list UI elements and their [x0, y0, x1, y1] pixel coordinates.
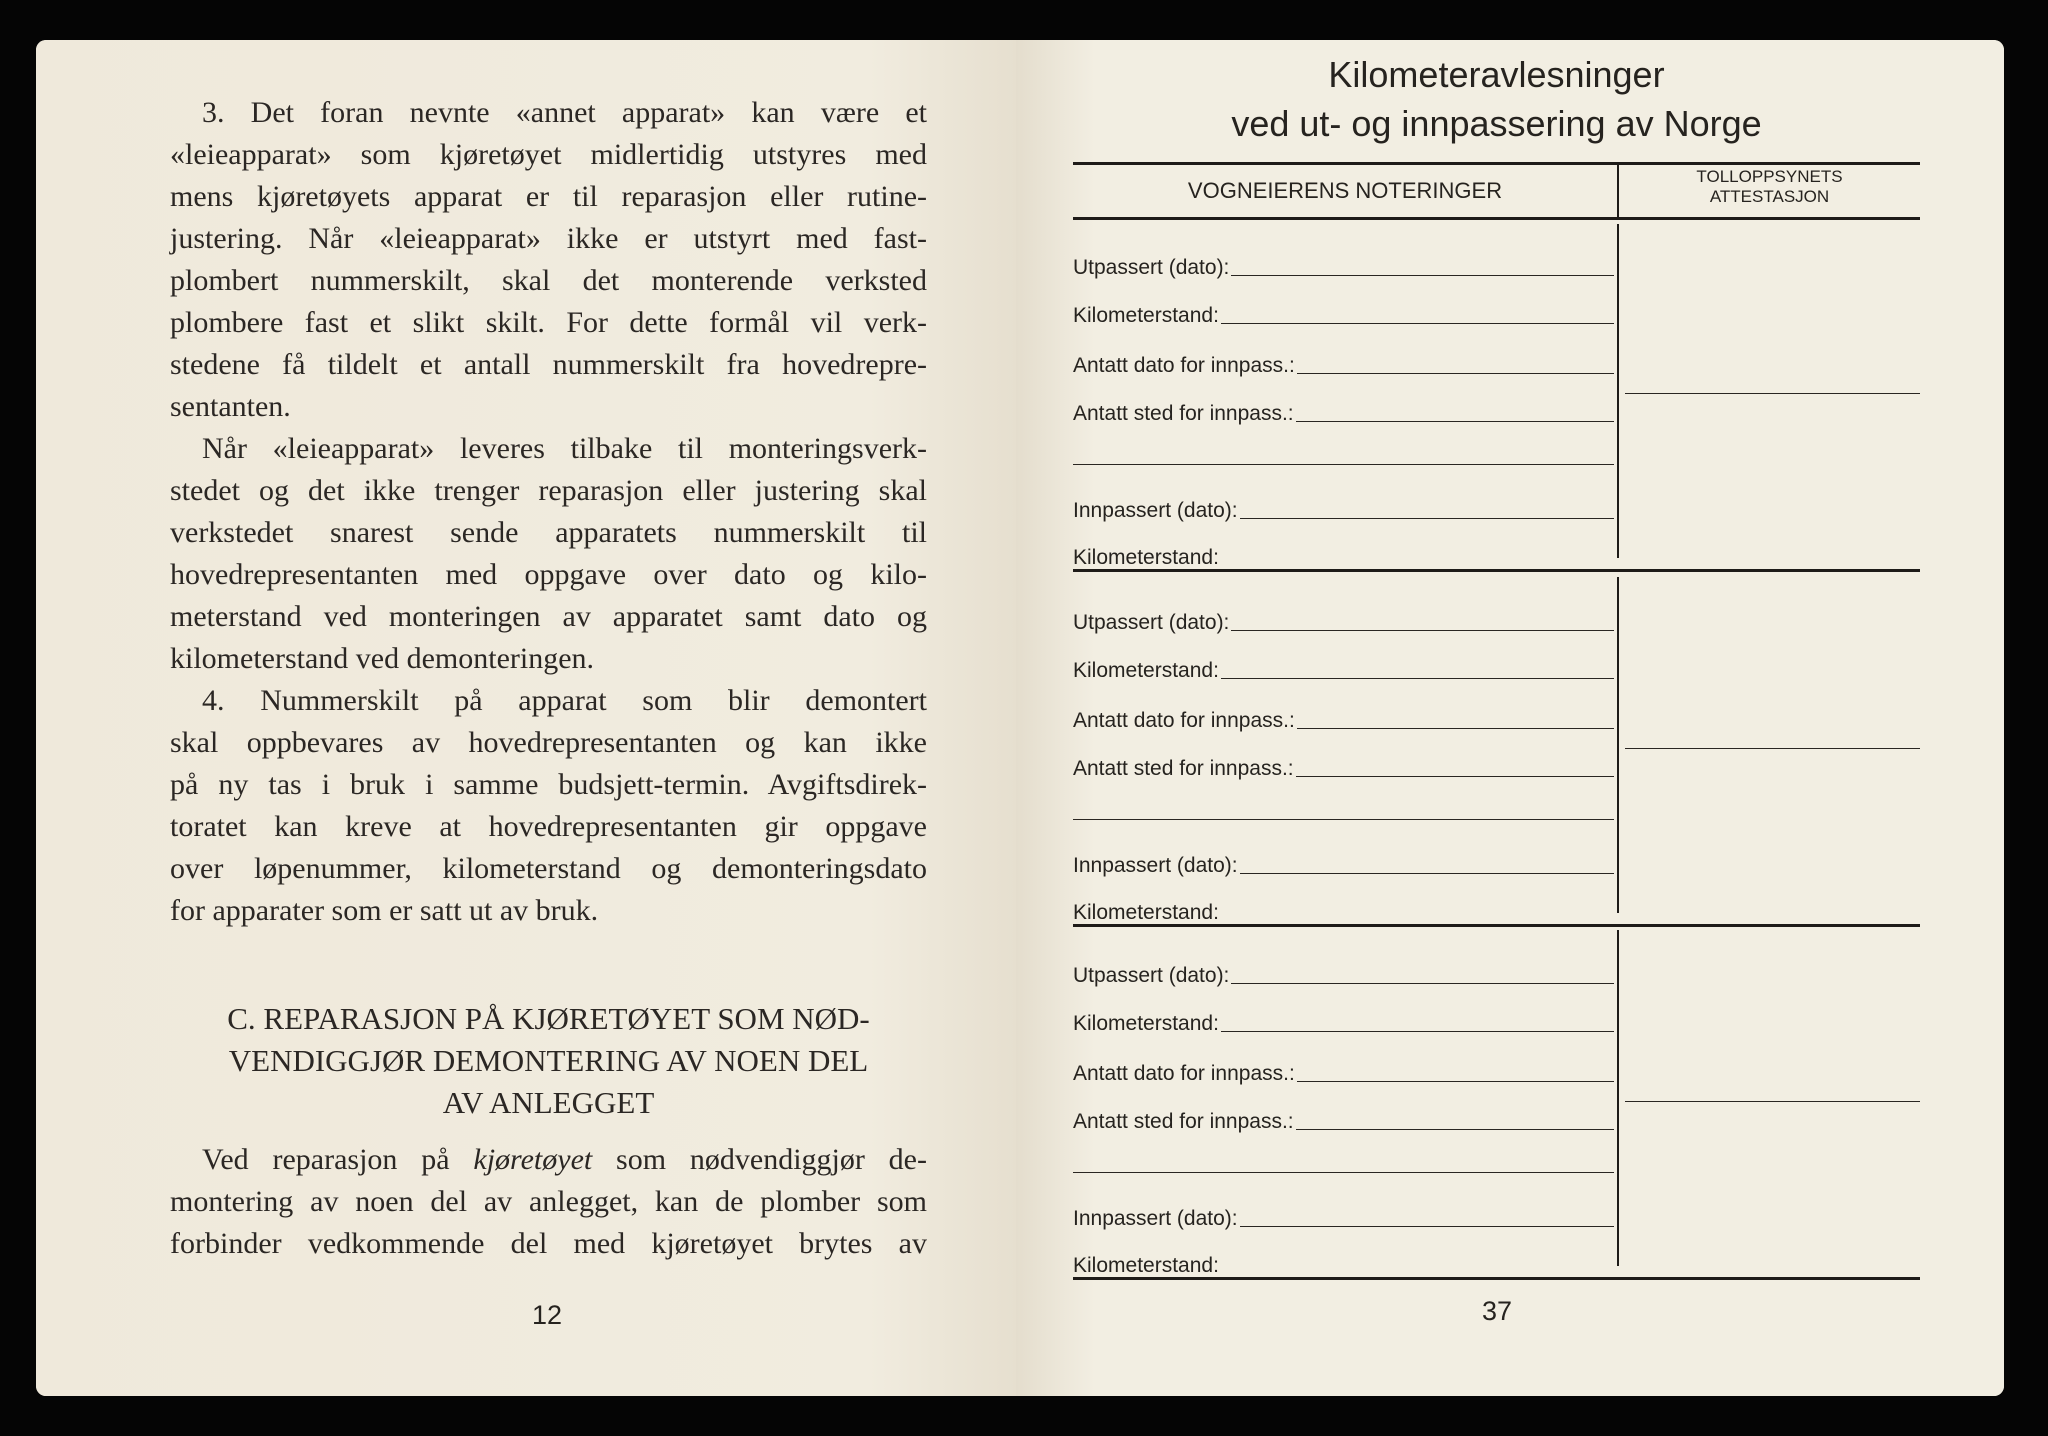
field-label: Utpassert (dato): — [1073, 256, 1230, 279]
field-label: Utpassert (dato): — [1073, 611, 1230, 634]
field-label: Innpassert (dato): — [1073, 854, 1238, 877]
field-label: Kilometerstand: — [1073, 1012, 1219, 1035]
section-c-text — [170, 1139, 927, 1265]
column-divider — [1617, 224, 1619, 558]
field-input-line[interactable] — [1240, 873, 1614, 874]
heading-line: VENDIGGJØR DEMONTERING AV NOEN DEL — [228, 1043, 869, 1078]
text-line: stedene få tildelt et antall nummerskilt fra hovedrepre- — [170, 348, 927, 381]
form-field[interactable] — [1073, 540, 1614, 570]
form-field[interactable] — [1073, 1056, 1614, 1086]
text-line: hovedrepresentanten med oppgave over dato og kilo- — [170, 558, 927, 591]
field-label: Antatt dato for innpass.: — [1073, 354, 1295, 377]
field-label: Antatt sted for innpass.: — [1073, 1110, 1294, 1133]
form-field[interactable] — [1073, 493, 1614, 523]
text-line: justering. Når «leieapparat» ikke er utstyrt med fast- — [170, 222, 927, 255]
section-bottom-rule — [1073, 1277, 1920, 1280]
field-input-line[interactable] — [1231, 983, 1614, 984]
text-line — [170, 1139, 927, 1181]
form-field[interactable] — [1073, 703, 1614, 733]
field-input-line[interactable] — [1296, 776, 1614, 777]
text-span: som nødvendiggjør de- — [592, 1143, 927, 1176]
header-line: TOLLOPPSYNETS — [1696, 167, 1843, 186]
form-field[interactable] — [1073, 848, 1614, 878]
field-label: Innpassert (dato): — [1073, 499, 1238, 522]
field-label: Antatt sted for innpass.: — [1073, 402, 1294, 425]
text-line: kilometerstand ved demonteringen. — [170, 642, 595, 675]
heading-line: C. REPARASJON PÅ KJØRETØYET SOM NØD- — [227, 1001, 870, 1036]
field-label: Kilometerstand: — [1073, 546, 1219, 569]
column-divider — [1617, 577, 1619, 913]
field-input-line[interactable] — [1240, 518, 1614, 519]
attestation-signature-line[interactable] — [1625, 393, 1920, 394]
form-title — [1073, 50, 1920, 148]
header-owner-notes: VOGNEIERENS NOTERINGER — [1187, 178, 1503, 203]
title-line: ved ut- og innpassering av Norge — [1231, 103, 1762, 144]
text-line: 3. Det foran nevnte «annet apparat» kan være et — [202, 96, 927, 129]
text-line: meterstand ved monteringen av apparatet samt dato og — [170, 600, 927, 633]
heading-line: AV ANLEGGET — [442, 1085, 655, 1120]
text-line: Når «leieapparat» leveres tilbake til monteringsverk- — [202, 432, 927, 465]
text-line: på ny tas i bruk i samme budsjett-termin. Avgiftsdirek- — [170, 768, 927, 801]
text-line: stedet og det ikke trenger reparasjon eller justering skal — [170, 474, 927, 507]
attestation-signature-line[interactable] — [1625, 1101, 1920, 1102]
field-input-line[interactable] — [1221, 1031, 1614, 1032]
text-line: «leieapparat» som kjøretøyet midlertidig utstyres med — [170, 138, 927, 171]
field-input-line[interactable] — [1221, 678, 1614, 679]
field-input-line[interactable] — [1297, 728, 1614, 729]
extra-input-line[interactable] — [1073, 819, 1614, 820]
form-field[interactable] — [1073, 1006, 1614, 1036]
body-text — [170, 92, 927, 932]
form-field[interactable] — [1073, 605, 1614, 635]
form-field[interactable] — [1073, 1104, 1614, 1134]
field-label: Kilometerstand: — [1073, 901, 1219, 924]
field-label: Innpassert (dato): — [1073, 1207, 1238, 1230]
page-number-left: 12 — [532, 1300, 563, 1330]
field-label: Utpassert (dato): — [1073, 964, 1230, 987]
page-number-right: 37 — [1482, 1296, 1513, 1326]
column-divider — [1617, 930, 1619, 1266]
text-line: plombert nummerskilt, skal det monterende verksted — [170, 264, 927, 297]
text-line: mens kjøretøyets apparat er til reparasjon eller rutine- — [170, 180, 927, 213]
text-line: for apparater som er satt ut av bruk. — [170, 894, 599, 927]
field-input-line[interactable] — [1297, 1081, 1614, 1082]
section-c-heading — [170, 998, 927, 1124]
header-bottom-rule — [1073, 217, 1920, 220]
text-line: plombere fast et slikt skilt. For dette formål vil verk- — [170, 306, 927, 339]
extra-input-line[interactable] — [1073, 1172, 1614, 1173]
italic-word: kjøretøyet — [473, 1143, 593, 1176]
field-label: Antatt dato for innpass.: — [1073, 1062, 1295, 1085]
text-line: verkstedet snarest sende apparatets nummerskilt til — [170, 516, 927, 549]
form-field[interactable] — [1073, 1201, 1614, 1231]
form-field[interactable] — [1073, 958, 1614, 988]
field-label: Kilometerstand: — [1073, 1254, 1219, 1277]
text-line: toratet kan kreve at hovedrepresentanten gir oppgave — [170, 810, 927, 843]
field-label: Antatt sted for innpass.: — [1073, 757, 1294, 780]
text-line: sentanten. — [170, 390, 291, 423]
field-label: Kilometerstand: — [1073, 304, 1219, 327]
form-field[interactable] — [1073, 348, 1614, 378]
text-line: montering av noen del av anlegget, kan de plomber som — [170, 1185, 927, 1218]
form-field[interactable] — [1073, 396, 1614, 426]
form-field[interactable] — [1073, 895, 1614, 925]
text-line: over løpenummer, kilometerstand og demonteringsdato — [170, 852, 927, 885]
attestation-signature-line[interactable] — [1625, 748, 1920, 749]
section-bottom-rule — [1073, 569, 1920, 572]
field-input-line[interactable] — [1221, 323, 1614, 324]
field-input-line[interactable] — [1297, 373, 1614, 374]
form-field[interactable] — [1073, 751, 1614, 781]
form-field[interactable] — [1073, 250, 1614, 280]
text-line: forbinder vedkommende del med kjøretøyet brytes av — [170, 1227, 927, 1260]
field-input-line[interactable] — [1296, 421, 1614, 422]
header-top-rule — [1073, 162, 1920, 165]
field-input-line[interactable] — [1296, 1129, 1614, 1130]
field-label: Kilometerstand: — [1073, 659, 1219, 682]
header-line: ATTESTASJON — [1709, 187, 1830, 206]
text-line: skal oppbevares av hovedrepresentanten og kan ikke — [170, 726, 927, 759]
field-input-line[interactable] — [1231, 630, 1614, 631]
field-input-line[interactable] — [1240, 1226, 1614, 1227]
section-bottom-rule — [1073, 924, 1920, 927]
field-label: Antatt dato for innpass.: — [1073, 709, 1295, 732]
header-customs-attestation — [1619, 167, 1920, 207]
form-field[interactable] — [1073, 298, 1614, 328]
field-input-line[interactable] — [1231, 275, 1614, 276]
text-line: 4. Nummerskilt på apparat som blir demontert — [202, 684, 927, 717]
title-line: Kilometeravlesninger — [1328, 54, 1665, 95]
form-field[interactable] — [1073, 653, 1614, 683]
extra-input-line[interactable] — [1073, 464, 1614, 465]
text-span: Ved reparasjon på — [202, 1143, 474, 1176]
form-field[interactable] — [1073, 1248, 1614, 1278]
